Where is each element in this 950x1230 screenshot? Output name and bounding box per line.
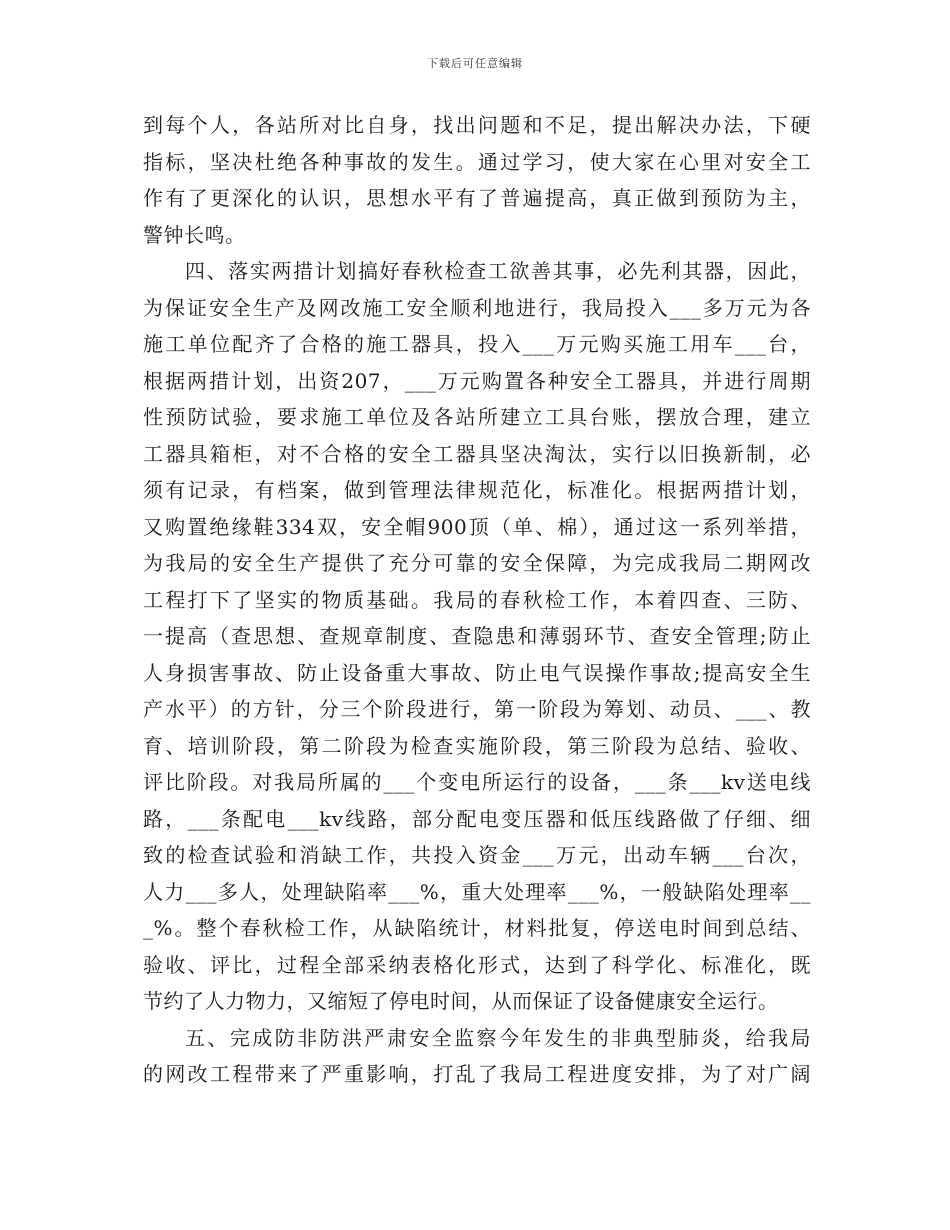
text-line: 又购置绝缘鞋334双，安全帽900顶（单、棉），通过这一系列举措， bbox=[143, 514, 811, 539]
text-line: 工程打下了坚实的物质基础。我局的春秋检工作，本着四查、三防、 bbox=[143, 587, 811, 612]
text-line: 人力___多人，处理缺陷率___%，重大处理率___%，一般缺陷处理率__ bbox=[143, 879, 811, 904]
section-four-heading-line: 四、落实两措计划搞好春秋检查工欲善其事，必先利其器，因此， bbox=[185, 259, 811, 283]
text-line: 作有了更深化的认识，思想水平有了普遍提高，真正做到预防为主， bbox=[143, 186, 811, 210]
body-text bbox=[143, 107, 811, 1093]
text-line: 产水平）的方针，分三个阶段进行，第一阶段为筹划、动员、___、教 bbox=[143, 697, 811, 721]
text-line: _%。整个春秋检工作，从缺陷统计，材料批复，停送电时间到总结、 bbox=[143, 916, 811, 940]
text-line: 指标，坚决杜绝各种事故的发生。通过学习，使大家在心里对安全工 bbox=[143, 149, 811, 174]
text-line: 人身损害事故、防止设备重大事故、防止电气误操作事故;提高安全生 bbox=[143, 660, 811, 685]
text-line: 须有记录，有档案，做到管理法律规范化，标准化。根据两措计划， bbox=[143, 478, 811, 502]
text-line: 根据两措计划，出资207，___万元购置各种安全工器具，并进行周期 bbox=[143, 368, 811, 393]
text-line: 的网改工程带来了严重影响，打乱了我局工程进度安排，为了对广阔 bbox=[143, 1062, 811, 1086]
text-line: 评比阶段。对我局所属的___个变电所运行的设备，___条___kv送电线 bbox=[143, 770, 811, 794]
text-line: 致的检查试验和消缺工作，共投入资金___万元，出动车辆___台次， bbox=[143, 843, 811, 867]
text-line: 性预防试验，要求施工单位及各站所建立工具台账，摆放合理，建立 bbox=[143, 405, 811, 429]
text-line: 工器具箱柜，对不合格的安全工器具坚决淘汰，实行以旧换新制，必 bbox=[143, 441, 811, 466]
page-header-note: 下载后可任意编辑 bbox=[427, 57, 523, 70]
text-line: 警钟长鸣。 bbox=[143, 222, 246, 247]
text-line: 验收、评比，过程全部采纳表格化形式，达到了科学化、标准化，既 bbox=[143, 952, 811, 977]
text-line: 施工单位配齐了合格的施工器具，投入___万元购买施工用车___台， bbox=[143, 332, 811, 356]
text-line: 节约了人力物力，又缩短了停电时间，从而保证了设备健康安全运行。 bbox=[143, 989, 779, 1013]
text-line: 到每个人，各站所对比自身，找出问题和不足，提出解决办法，下硬 bbox=[143, 113, 811, 137]
text-line: 路，___条配电___kv线路，部分配电变压器和低压线路做了仔细、细 bbox=[143, 806, 811, 831]
text-line: 为我局的安全生产提供了充分可靠的安全保障，为完成我局二期网改 bbox=[143, 551, 811, 575]
section-five-heading-line: 五、完成防非防洪严肃安全监察今年发生的非典型肺炎，给我局 bbox=[185, 1025, 811, 1050]
text-line: 一提高（查思想、查规章制度、查隐患和薄弱环节、查安全管理;防止 bbox=[143, 624, 811, 648]
text-line: 为保证安全生产及网改施工安全顺利地进行，我局投入___多万元为各 bbox=[143, 295, 811, 320]
text-line: 育、培训阶段，第二阶段为检查实施阶段，第三阶段为总结、验收、 bbox=[143, 733, 811, 758]
